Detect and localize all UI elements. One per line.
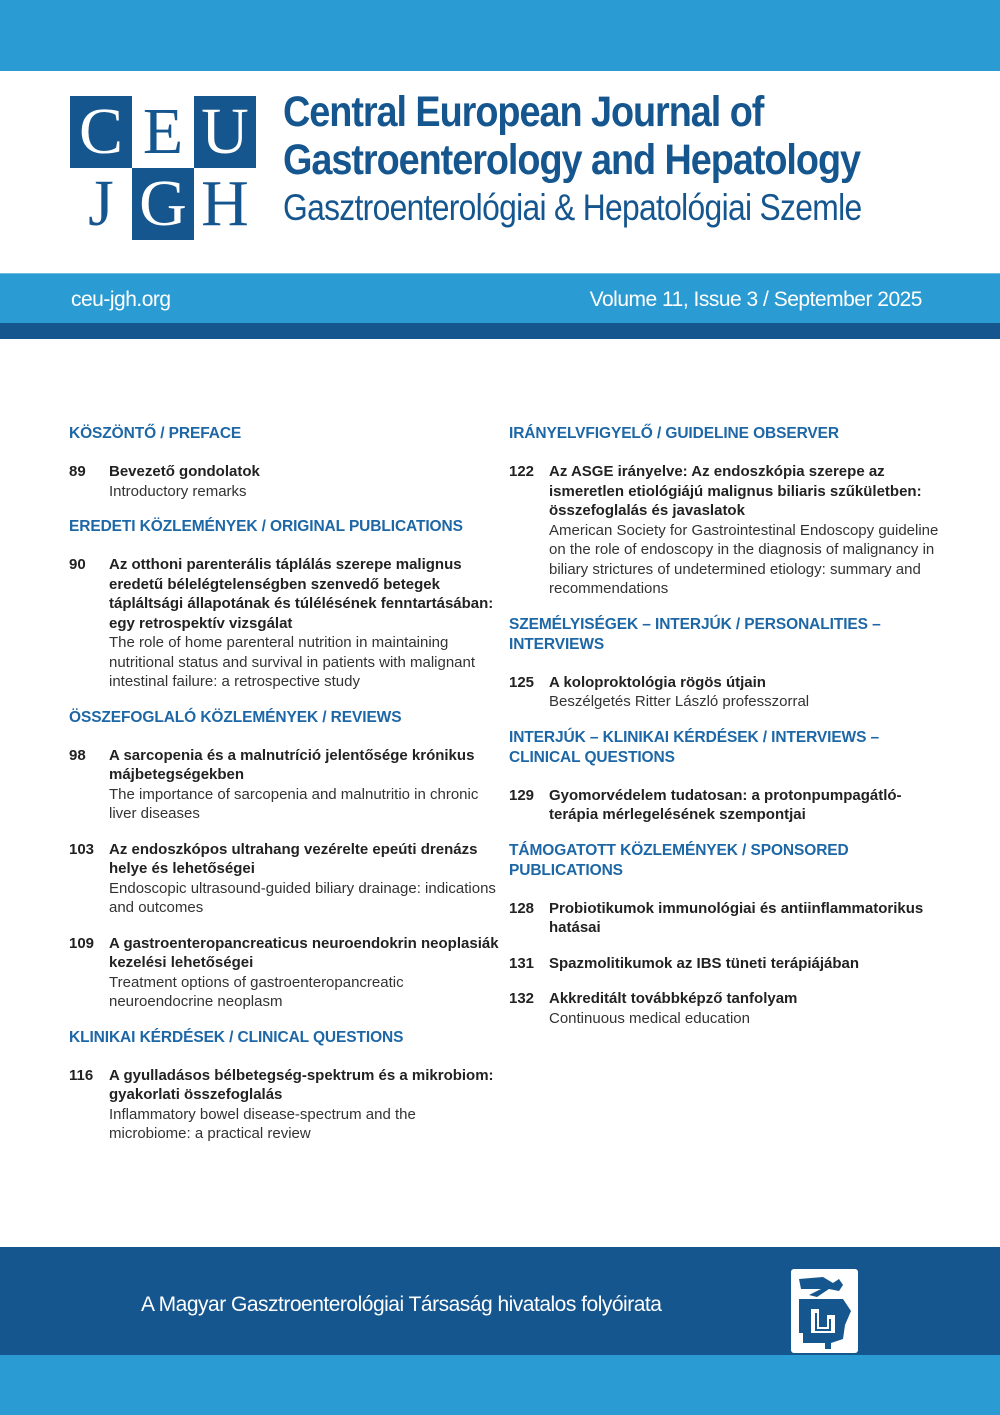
article-title-hungarian: Gyomorvédelem tudatosan: a protonpumpagátló-terápia mérlegelésének szempontjai <box>549 786 902 823</box>
bottom-color-bar <box>0 1355 1000 1415</box>
article-title-hungarian: Bevezető gondolatok <box>109 463 260 480</box>
journal-subtitle: Gasztroenterológiai & Hepatológiai Szemle <box>283 187 862 228</box>
page-number: 129 <box>509 786 535 804</box>
article-title-english: Endoscopic ultrasound-guided biliary drainage: indications and outcomes <box>109 879 496 916</box>
article-title-english: The importance of sarcopenia and malnutritio in chronic liver diseases <box>109 785 479 822</box>
page-number: 125 <box>509 673 535 691</box>
logo-letter-u: U <box>194 96 256 168</box>
page-number: 131 <box>509 954 535 972</box>
toc-entry[interactable] <box>69 746 499 824</box>
logo-letter-e: E <box>132 96 194 168</box>
entry-body <box>109 555 499 692</box>
footer-band <box>0 1247 1000 1355</box>
logo-letter-g: G <box>132 168 194 240</box>
article-title-hungarian: Spazmolitikumok az IBS tüneti terápiájában <box>549 954 860 972</box>
toc-entry[interactable] <box>69 840 499 918</box>
page-number: 103 <box>69 840 95 858</box>
issue-info: Volume 11, Issue 3 / September 2025 <box>589 288 922 311</box>
logo-letter-j: J <box>70 168 132 240</box>
entry-body <box>549 462 939 599</box>
section-heading: TÁMOGATOTT KÖZLEMÉNYEK / SPONSORED PUBLICATIONS <box>509 841 849 879</box>
toc-entry[interactable] <box>509 954 939 974</box>
page-number: 128 <box>509 899 535 917</box>
article-title-english: Introductory remarks <box>109 482 247 500</box>
entry-body <box>549 786 939 825</box>
entry-body <box>109 934 499 1012</box>
top-color-bar <box>0 0 1000 71</box>
footer-tagline: A Magyar Gasztroenterológiai Társaság hivatalos folyóirata <box>141 1293 662 1316</box>
section-heading: KLINIKAI KÉRDÉSEK / CLINICAL QUESTIONS <box>69 1028 404 1046</box>
section-heading: INTERJÚK – KLINIKAI KÉRDÉSEK / INTERVIEWS – CLINICAL QUESTIONS <box>509 728 880 766</box>
entry-body <box>109 1066 499 1144</box>
section-heading: SZEMÉLYISÉGEK – INTERJÚK / PERSONALITIES – INTERVIEWS <box>509 615 881 653</box>
article-title-english: Treatment options of gastroenteropancreatic neuroendocrine neoplasm <box>109 973 404 1010</box>
toc-left-column <box>69 424 499 1160</box>
page-number: 90 <box>69 556 86 573</box>
toc-right-column <box>509 424 939 1044</box>
article-title-hungarian: Az endoszkópos ultrahang vezérelte epeúti drenázs helye és lehetőségei <box>109 840 478 877</box>
article-title-hungarian: Akkreditált továbbképző tanfolyam <box>549 990 798 1007</box>
article-title-hungarian: A sarcopenia és a malnutríció jelentősége krónikus májbetegségekben <box>109 746 475 783</box>
logo-letter-c: C <box>70 96 132 168</box>
entry-body <box>549 989 939 1028</box>
page-number: 109 <box>69 934 95 952</box>
page-number: 116 <box>69 1066 94 1084</box>
entry-body <box>109 746 499 824</box>
toc-entry[interactable] <box>509 899 939 938</box>
article-title-hungarian: Probiotikumok immunológiai és antiinflammatorikus hatásai <box>549 899 924 936</box>
website-link[interactable]: ceu-jgh.org <box>71 288 171 311</box>
entry-body <box>549 899 939 938</box>
journal-title-block <box>283 88 956 230</box>
toc-entry[interactable] <box>509 462 939 599</box>
society-logo-icon <box>791 1269 858 1353</box>
section-heading: IRÁNYELVFIGYELŐ / GUIDELINE OBSERVER <box>509 425 839 442</box>
toc-entry[interactable] <box>69 1066 499 1144</box>
toc-entry[interactable] <box>69 555 499 692</box>
article-title-english: The role of home parenteral nutrition in maintaining nutritional status and survival in patients with malignant intestinal failure: a retrospective study <box>109 634 476 690</box>
article-title-english: Inflammatory bowel disease-spectrum and the microbiome: a practical review <box>109 1105 416 1142</box>
section-heading: EREDETI KÖZLEMÉNYEK / ORIGINAL PUBLICATIONS <box>69 518 463 535</box>
journal-title-line-1: Central European Journal of <box>283 88 764 136</box>
article-title-hungarian: Az ASGE irányelve: Az endoszkópia szerepe az ismeretlen etiológiájú malignus biliaris szűkületben: összefoglalás és javaslatok <box>549 463 922 519</box>
page-number: 122 <box>509 463 535 480</box>
article-title-hungarian: Az otthoni parenterális táplálás szerepe malignus eredetű bélelégtelenségben szenvedő betegek tápláltsági állapotának és túlélésének fenntartásában: egy retrospektív vizsgálat <box>109 556 494 632</box>
article-title-hungarian: A koloproktológia rögös útjain <box>549 673 766 691</box>
info-stripe <box>0 323 1000 339</box>
toc-entry[interactable] <box>509 673 939 712</box>
section-heading: KÖSZÖNTŐ / PREFACE <box>69 425 242 442</box>
entry-body <box>549 673 939 712</box>
article-title-english: Continuous medical education <box>549 1009 750 1027</box>
entry-body <box>109 462 499 501</box>
article-title-hungarian: A gastroenteropancreaticus neuroendokrin neoplasiák kezelési lehetőségei <box>109 934 499 971</box>
section-heading: ÖSSZEFOGLALÓ KÖZLEMÉNYEK / REVIEWS <box>69 708 402 726</box>
toc-entry[interactable] <box>509 786 939 825</box>
ceu-jgh-logo <box>70 96 256 240</box>
article-title-english: American Society for Gastrointestinal Endoscopy guideline on the role of endoscopy in the diagnosis of malignancy in biliary strictures of undetermined etiology: summary and recommendations <box>549 521 939 597</box>
logo-letter-h: H <box>194 168 256 240</box>
article-title-hungarian: A gyulladásos bélbetegség-spektrum és a mikrobiom: gyakorlati összefoglalás <box>109 1066 494 1103</box>
toc-entry[interactable] <box>509 989 939 1028</box>
toc-entry[interactable] <box>69 462 499 501</box>
article-title-english: Beszélgetés Ritter László professzorral <box>549 693 810 710</box>
journal-title-line-2: Gastroenterology and Hepatology <box>283 136 860 184</box>
page-number: 89 <box>69 463 86 480</box>
toc-entry[interactable] <box>69 934 499 1012</box>
page-number: 132 <box>509 990 535 1007</box>
page-number: 98 <box>69 746 86 764</box>
entry-body <box>109 840 499 918</box>
issue-info-bar <box>0 273 1000 324</box>
entry-body <box>549 954 939 974</box>
